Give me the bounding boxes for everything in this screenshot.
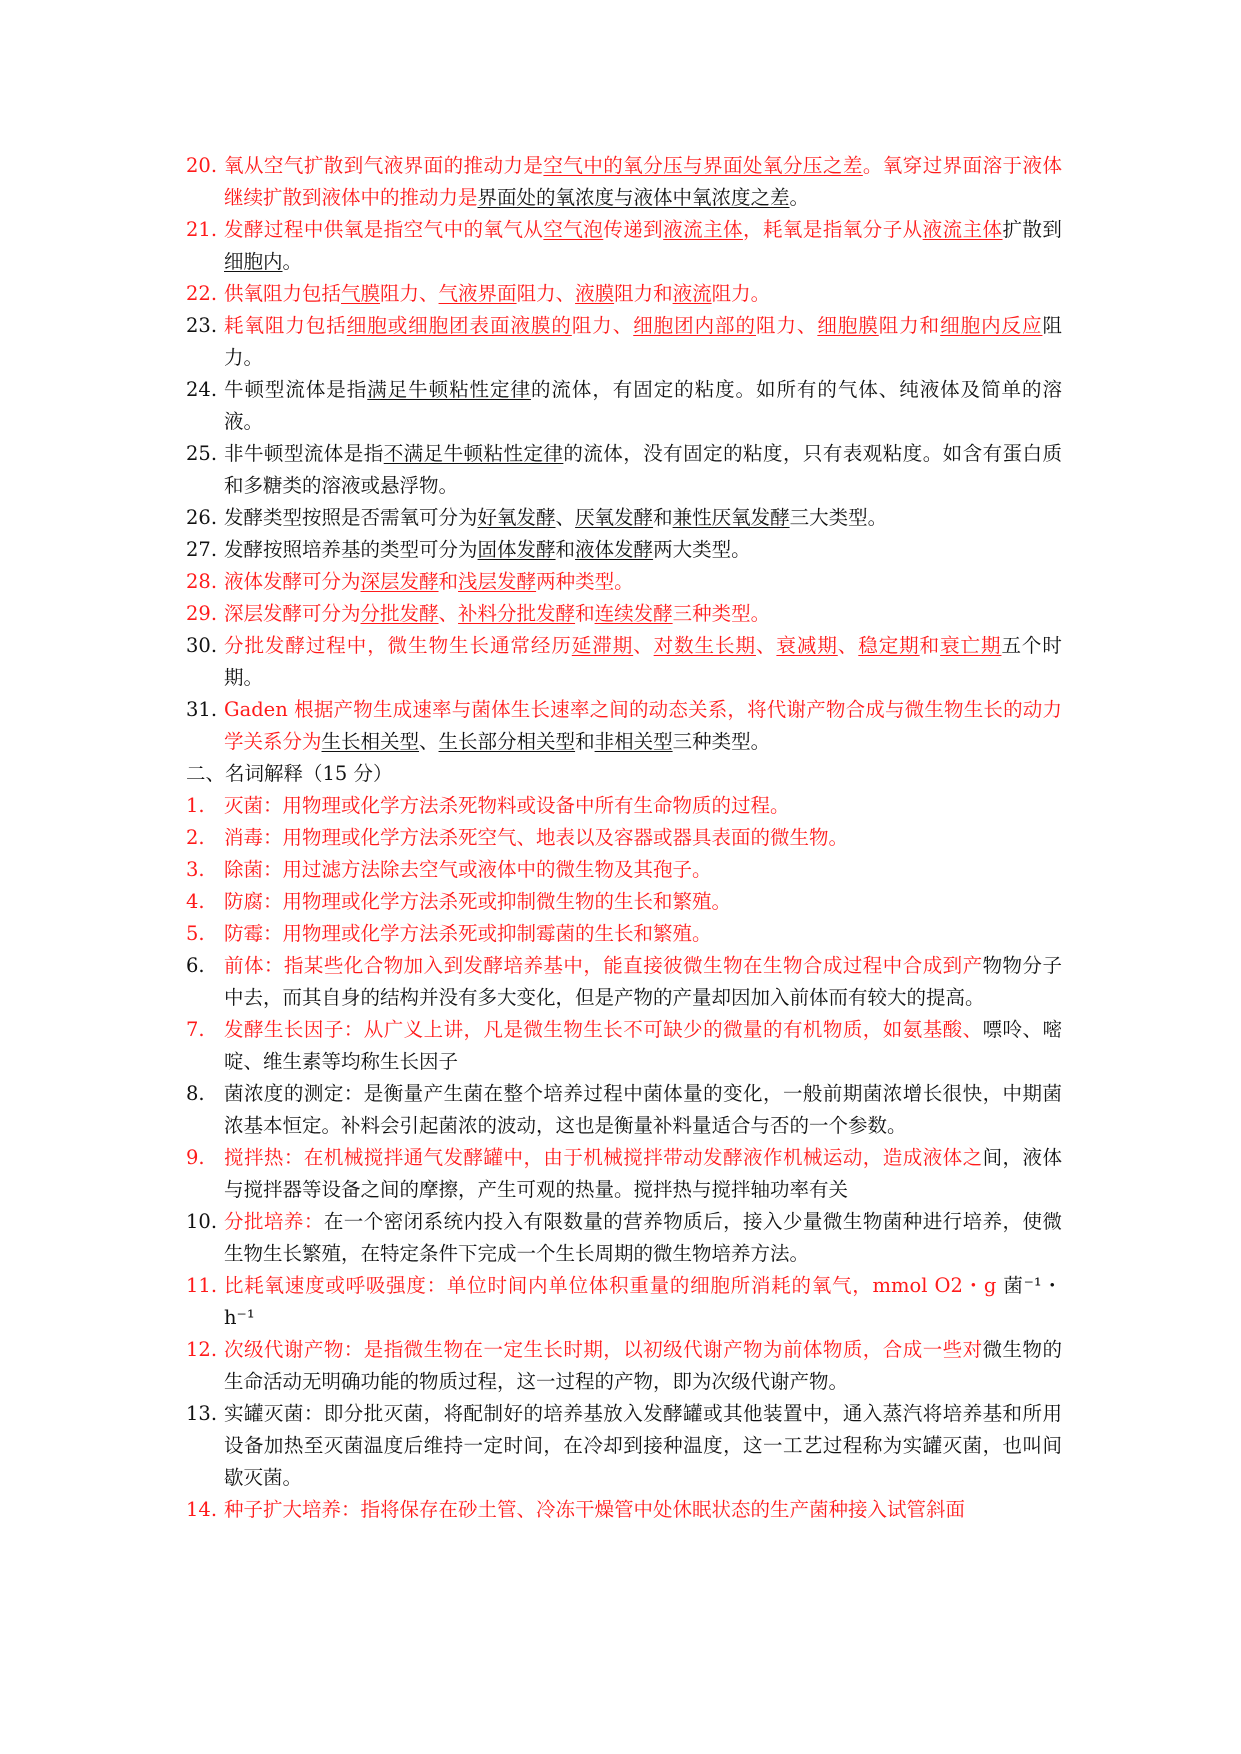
section-heading: 二、名词解释（15 分）: [186, 762, 393, 785]
item-text: 菌浓度的测定：是衡量产生菌在整个培养过程中菌体量的变化，一般前期菌浓增长很快，中期菌浓基本恒定。补料会引起菌浓的波动，这也是衡量补料量适合与否的一个参数。: [224, 1082, 1062, 1137]
underlined-answer: 液流: [672, 282, 712, 305]
item-text: 间，液体与搅拌器等设备之间的摩擦，产生可观的热量。搅拌热与搅拌轴功率有关: [224, 1146, 1062, 1201]
underlined-answer: 衰减期: [776, 634, 838, 657]
item-text: 和: [575, 602, 595, 625]
item-number: 6.: [186, 954, 205, 977]
underlined-answer: 细胞膜: [817, 314, 879, 337]
item-text: 。氧穿过界面溶于液体继续扩散到液体中的推动力是: [224, 154, 1062, 209]
item-text: 灭菌：用物理或化学方法杀死物料或设备中所有生命物质的过程。: [224, 794, 790, 817]
item-text: 阻力和: [878, 314, 941, 337]
item-text: 液体发酵可分为: [224, 570, 361, 593]
list-item: [186, 1206, 1062, 1270]
list-item: [186, 630, 1062, 694]
item-text: 、: [419, 730, 439, 753]
item-text: 比耗氧速度或呼吸强度：单位时间内单位体积重量的细胞所消耗的氧气，mmol O2・g: [224, 1274, 1004, 1297]
underlined-answer: 界面处的氧浓度与液体中氧浓度之差: [477, 186, 790, 209]
item-text: 阻力。: [224, 314, 1062, 369]
item-text: 发酵过程中供氧是指空气中的氧气从: [224, 218, 544, 241]
underlined-answer: 空气泡: [543, 218, 604, 241]
list-item: [186, 1142, 1062, 1206]
item-text: 嘌呤、嘧啶、维生素等均称生长因子: [224, 1018, 1062, 1073]
underlined-answer: 衰亡期: [940, 634, 1002, 657]
item-text: 搅拌热：在机械搅拌通气发酵罐中，由于机械搅拌带动发酵液作机械运动，造成液体之: [224, 1146, 983, 1169]
item-text: 供氧阻力包括: [224, 282, 342, 305]
item-number: 2.: [186, 826, 205, 849]
underlined-answer: 细胞内反应: [940, 314, 1043, 337]
underlined-answer: 液膜: [575, 282, 615, 305]
item-text: 、: [633, 634, 654, 657]
underlined-answer: 细胞或细胞团表面液膜的: [346, 314, 572, 337]
item-text: 消毒：用物理或化学方法杀死空气、地表以及容器或器具表面的微生物。: [224, 826, 849, 849]
underlined-answer: 空气中的氧分压与界面处氧分压之差: [543, 154, 863, 177]
item-number: 22.: [186, 282, 218, 305]
underlined-answer: 细胞内: [224, 250, 283, 273]
list-item: [186, 278, 1062, 310]
underlined-answer: 厌氧发酵: [575, 506, 654, 529]
item-text: 菌⁻¹・h⁻¹: [224, 1274, 1062, 1329]
item-text: 防霉：用物理或化学方法杀死或抑制霉菌的生长和繁殖。: [224, 922, 712, 945]
underlined-answer: 分批发酵: [360, 602, 439, 625]
item-text: 阻力、: [380, 282, 439, 305]
item-number: 3.: [186, 858, 205, 881]
item-text: 阻力和: [614, 282, 673, 305]
item-text: 非牛顿型流体是指: [224, 442, 384, 465]
fill-in-answers: [186, 150, 1062, 758]
item-number: 8.: [186, 1082, 205, 1105]
item-number: 20.: [186, 154, 218, 177]
item-text: 五个时期。: [224, 634, 1062, 689]
item-text: 发酵类型按照是否需氧可分为: [224, 506, 478, 529]
document-body: [186, 150, 1062, 1526]
item-text: 微生物的生命活动无明确功能的物质过程，这一过程的产物，即为次级代谢产物。: [224, 1338, 1062, 1393]
list-item: [186, 950, 1062, 1014]
item-text: Gaden 根据产物生成速率与菌体生长速率之间的动态关系，将代谢产物合成与微生物生长的动力学关系分为: [224, 698, 1062, 753]
item-number: 25.: [186, 442, 218, 465]
item-text: 发酵按照培养基的类型可分为: [224, 538, 478, 561]
item-text: 次级代谢产物：是指微生物在一定生长时期，以初级代谢产物为前体物质，合成一些对: [224, 1338, 983, 1361]
item-text: 在一个密闭系统内投入有限数量的营养物质后，接入少量微生物菌种进行培养，使微生物生长繁殖，在特定条件下完成一个生长周期的微生物培养方法。: [224, 1210, 1062, 1265]
list-item: [186, 566, 1062, 598]
underlined-answer: 生长相关型: [321, 730, 420, 753]
item-number: 31.: [186, 698, 218, 721]
item-text: 阻力、: [571, 314, 634, 337]
list-item: [186, 534, 1062, 566]
item-number: 11.: [186, 1274, 218, 1297]
item-number: 27.: [186, 538, 218, 561]
item-text: 和: [555, 538, 576, 561]
underlined-answer: 连续发酵: [594, 602, 673, 625]
list-item: [186, 1494, 1062, 1526]
item-text: 和: [919, 634, 941, 657]
underlined-answer: 生长部分相关型: [438, 730, 576, 753]
item-number: 21.: [186, 218, 218, 241]
item-text: 传递到: [603, 218, 664, 241]
list-item: [186, 502, 1062, 534]
item-number: 24.: [186, 378, 218, 401]
item-number: 10.: [186, 1210, 218, 1233]
item-text: 。: [282, 250, 303, 273]
item-number: 29.: [186, 602, 218, 625]
list-item: [186, 214, 1062, 278]
item-number: 28.: [186, 570, 218, 593]
item-text: 耗氧阻力包括: [224, 314, 347, 337]
list-item: [186, 1014, 1062, 1078]
underlined-answer: 稳定期: [858, 634, 920, 657]
item-text: 和: [653, 506, 673, 529]
list-item: [186, 1398, 1062, 1494]
list-item: [186, 438, 1062, 502]
item-text: 两大类型。: [653, 538, 751, 561]
item-number: 13.: [186, 1402, 218, 1425]
underlined-answer: 浅层发酵: [458, 570, 537, 593]
item-number: 5.: [186, 922, 205, 945]
item-text: 深层发酵可分为: [224, 602, 361, 625]
underlined-answer: 固体发酵: [477, 538, 556, 561]
underlined-answer: 气膜: [341, 282, 381, 305]
item-text: 和: [438, 570, 459, 593]
underlined-answer: 液流主体: [663, 218, 743, 241]
item-text: 三种类型。: [672, 730, 771, 753]
underlined-answer: 液流主体: [922, 218, 1003, 241]
list-item: [186, 886, 1062, 918]
item-text: 和: [575, 730, 595, 753]
item-text: 除菌：用过滤方法除去空气或液体中的微生物及其孢子。: [224, 858, 712, 881]
underlined-answer: 深层发酵: [360, 570, 439, 593]
underlined-answer: 延滞期: [571, 634, 634, 657]
underlined-answer: 兼性厌氧发酵: [672, 506, 790, 529]
item-number: 23.: [186, 314, 218, 337]
list-item: [186, 790, 1062, 822]
list-item: [186, 150, 1062, 214]
item-text: 两种类型。: [536, 570, 634, 593]
item-number: 30.: [186, 634, 218, 657]
list-item: [186, 1270, 1062, 1334]
underlined-answer: 气液界面: [438, 282, 517, 305]
item-number: 7.: [186, 1018, 205, 1041]
item-text: 牛顿型流体是指: [224, 378, 368, 401]
list-item: [186, 694, 1062, 758]
item-number: 12.: [186, 1338, 218, 1361]
underlined-answer: 不满足牛顿粘性定律: [383, 442, 564, 465]
underlined-answer: 非相关型: [594, 730, 673, 753]
underlined-answer: 液体发酵: [575, 538, 654, 561]
underlined-answer: 对数生长期: [653, 634, 756, 657]
item-number: 26.: [186, 506, 218, 529]
underlined-answer: 细胞团内部的: [633, 314, 756, 337]
underlined-answer: 补料分批发酵: [458, 602, 576, 625]
item-text: 物物分子中去，而其自身的结构并没有多大变化，但是产物的产量却因加入前体而有较大的提高。: [224, 954, 1062, 1009]
item-text: 三大类型。: [789, 506, 888, 529]
item-text: 阻力、: [516, 282, 576, 305]
item-text: 防腐：用物理或化学方法杀死或抑制微生物的生长和繁殖。: [224, 890, 732, 913]
list-item: [186, 918, 1062, 950]
list-item: [186, 822, 1062, 854]
item-text: 的流体，没有固定的粘度，只有表观粘度。如含有蛋白质和多糖类的溶液或悬浮物。: [224, 442, 1062, 497]
list-item: [186, 1078, 1062, 1142]
item-text: 种子扩大培养：指将保存在砂土管、冷冻干燥管中处休眠状态的生产菌种接入试管斜面: [224, 1498, 966, 1521]
item-text: 氧从空气扩散到气液界面的推动力是: [224, 154, 544, 177]
item-text: 扩散到: [1002, 218, 1062, 241]
item-text: ，耗氧是指氧分子从: [743, 218, 923, 241]
item-text: 阻力。: [711, 282, 771, 305]
underlined-answer: 好氧发酵: [477, 506, 556, 529]
item-text: 、: [438, 602, 459, 625]
item-number: 9.: [186, 1146, 205, 1169]
item-text: 实罐灭菌：即分批灭菌，将配制好的培养基放入发酵罐或其他装置中，通入蒸汽将培养基和所用设备加热至灭菌温度后维持一定时间，在冷却到接种温度，这一工艺过程称为实罐灭菌，也叫间歇灭菌。: [224, 1402, 1062, 1489]
item-text: 、: [837, 634, 859, 657]
list-item: [186, 1334, 1062, 1398]
item-text: 分批培养：: [224, 1210, 324, 1233]
item-text: 发酵生长因子：从广义上讲，凡是微生物生长不可缺少的微量的有机物质，如氨基酸、: [224, 1018, 983, 1041]
list-item: [186, 598, 1062, 630]
item-number: 1.: [186, 794, 205, 817]
item-text: 前体：指某些化合物加入到发酵培养基中，能直接彼微生物在生物合成过程中合成到产: [224, 954, 983, 977]
item-text: 的流体，有固定的粘度。如所有的气体、纯液体及简单的溶液。: [224, 378, 1062, 433]
term-definitions: [186, 790, 1062, 1526]
item-text: 分批发酵过程中，微生物生长通常经历: [224, 634, 572, 657]
underlined-answer: 满足牛顿粘性定律: [367, 378, 531, 401]
item-text: 、: [755, 634, 777, 657]
item-text: 。: [789, 186, 810, 209]
item-number: 14.: [186, 1498, 218, 1521]
list-item: [186, 374, 1062, 438]
item-text: 、: [555, 506, 576, 529]
item-text: 阻力、: [755, 314, 818, 337]
list-item: [186, 310, 1062, 374]
item-text: 三种类型。: [672, 602, 771, 625]
list-item: [186, 854, 1062, 886]
item-number: 4.: [186, 890, 205, 913]
